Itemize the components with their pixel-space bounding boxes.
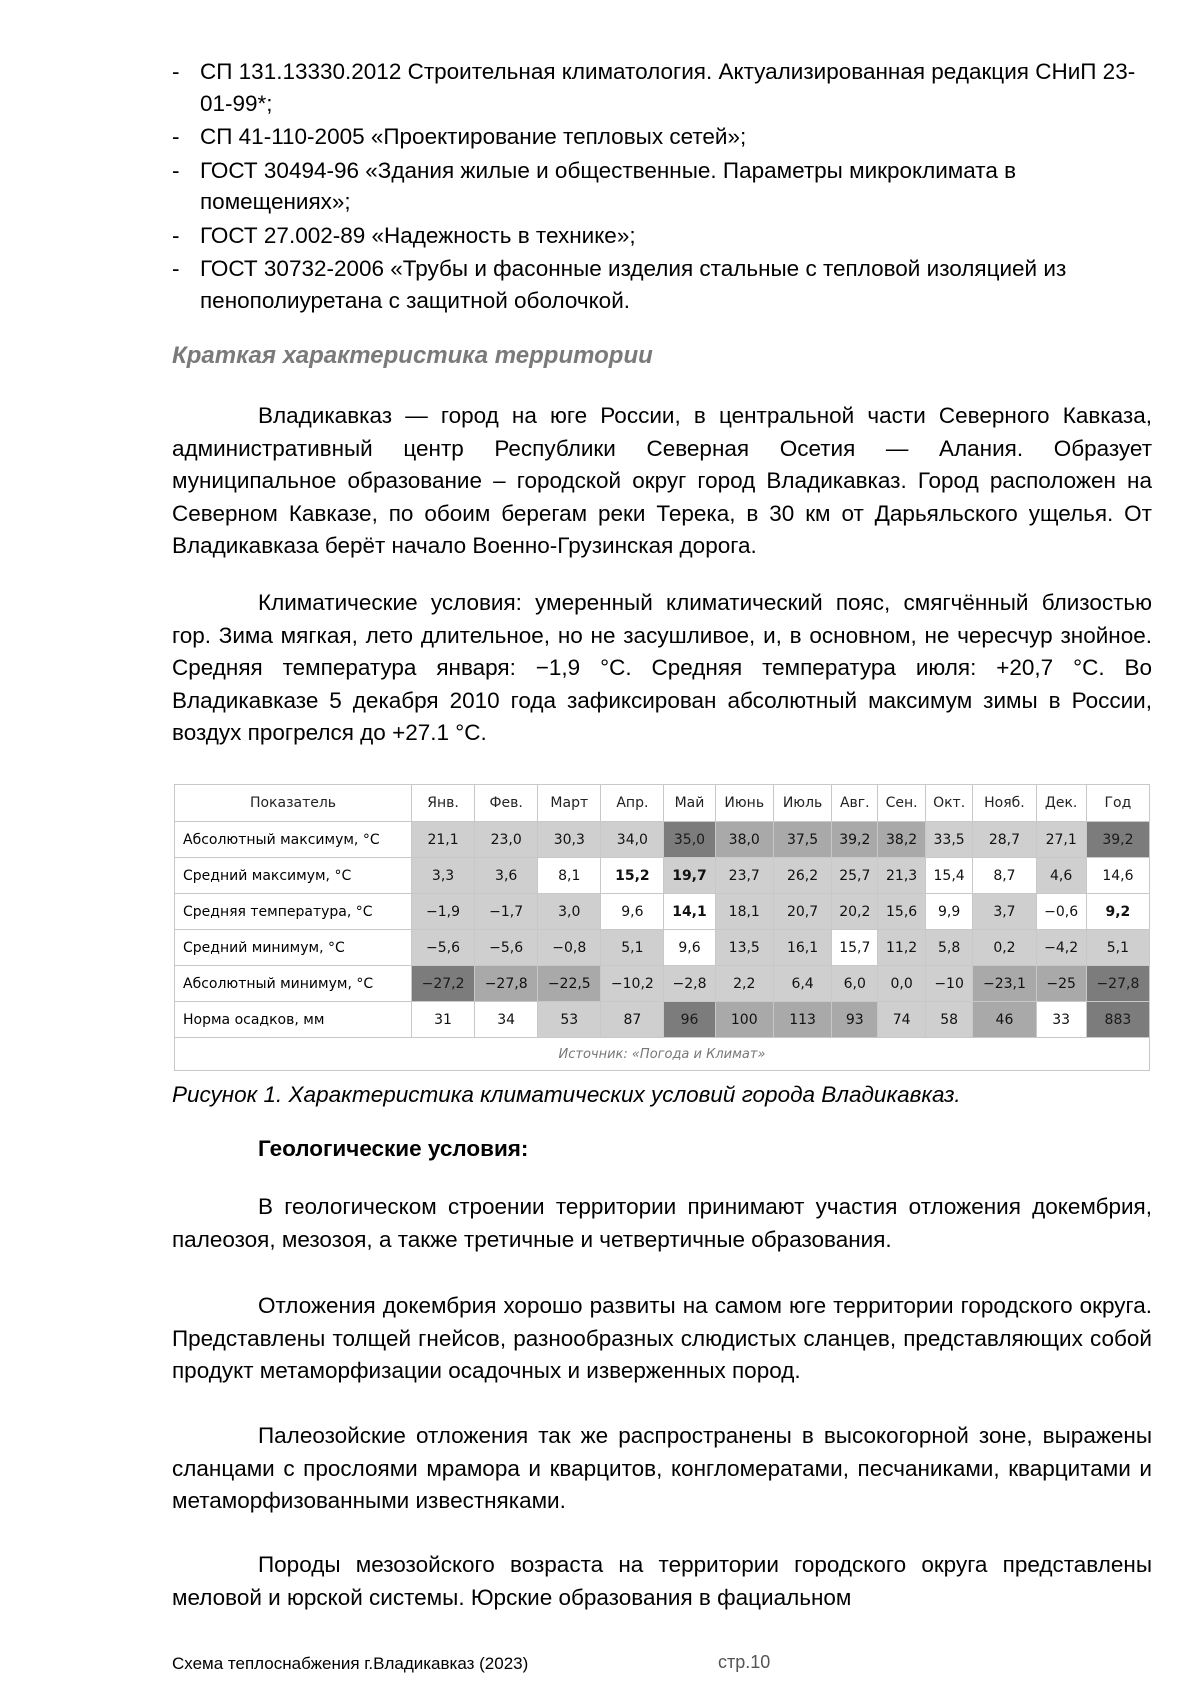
table-row	[175, 858, 1150, 894]
table-cell: −27,8	[475, 966, 538, 1002]
table-cell: −4,2	[1036, 930, 1086, 966]
table-cell: 26,2	[773, 858, 831, 894]
climate-table	[174, 784, 1150, 1071]
column-header: Окт.	[925, 785, 973, 822]
table-cell: −27,2	[412, 966, 475, 1002]
table-cell: 33,5	[925, 822, 973, 858]
row-label: Средняя температура, °С	[175, 894, 412, 930]
column-header: Год	[1086, 785, 1149, 822]
list-item: - ГОСТ 27.002-89 «Надежность в технике»;	[172, 222, 636, 248]
table-cell: 3,0	[538, 894, 601, 930]
footer-title: Схема теплоснабжения г.Владикавказ (2023)	[172, 1654, 529, 1673]
table-cell: 883	[1086, 1002, 1149, 1038]
table-cell: 15,4	[925, 858, 973, 894]
table-cell: 33	[1036, 1002, 1086, 1038]
paragraph-geology-3: Палеозойские отложения так же распространены в высокогорной зоне, выражены сланцами с прослоями мрамора и кварцитов, конгломератами, песчаниками, кварцитами и метаморфизованными известняками.	[172, 1423, 1152, 1513]
table-cell: 0,0	[878, 966, 925, 1002]
table-header-row	[175, 785, 1150, 822]
table-cell: 20,2	[832, 894, 878, 930]
list-item: - ГОСТ 30494-96 «Здания жилые и общественные. Параметры микроклимата в помещениях»;	[172, 157, 1017, 214]
section-heading: Краткая характеристика территории	[172, 342, 653, 369]
table-cell: 11,2	[878, 930, 925, 966]
table-row	[175, 822, 1150, 858]
table-cell: −10	[925, 966, 973, 1002]
column-header: Июль	[773, 785, 831, 822]
list-item: - СП 131.13330.2012 Строительная климатология. Актуализированная редакция СНиП 23-01-99*;	[172, 59, 1136, 116]
table-cell: 113	[773, 1002, 831, 1038]
column-header-indicator: Показатель	[175, 785, 412, 822]
table-cell: 15,6	[878, 894, 925, 930]
table-row	[175, 894, 1150, 930]
column-header: Май	[664, 785, 715, 822]
paragraph-city: Владикавказ — город на юге России, в центральной части Северного Кавказа, административный центр Республики Северная Осетия — Алания. Образует муниципальное образование – городской округ город Владикавказ. Город расположен на Северном Кавказе, по обоим берегам реки Терека, в 30 км от Дарьяльского ущелья. От Владикавказа берёт начало Военно-Грузинская дорога.	[172, 403, 1152, 558]
table-cell: −22,5	[538, 966, 601, 1002]
table-cell: 15,2	[601, 858, 664, 894]
table-cell: 14,1	[664, 894, 715, 930]
table-cell: 34	[475, 1002, 538, 1038]
paragraph-geology-4: Породы мезозойского возраста на территории городского округа представлены меловой и юрской системы. Юрские образования в фациальном	[172, 1552, 1152, 1610]
table-cell: −2,8	[664, 966, 715, 1002]
table-cell: −27,8	[1086, 966, 1149, 1002]
table-cell: 8,7	[973, 858, 1036, 894]
column-header: Дек.	[1036, 785, 1086, 822]
table-cell: 19,7	[664, 858, 715, 894]
table-cell: 3,7	[973, 894, 1036, 930]
table-cell: 34,0	[601, 822, 664, 858]
table-cell: 3,6	[475, 858, 538, 894]
table-cell: 35,0	[664, 822, 715, 858]
table-cell: 30,3	[538, 822, 601, 858]
table-cell: 5,1	[1086, 930, 1149, 966]
table-cell: −5,6	[475, 930, 538, 966]
table-row	[175, 1002, 1150, 1038]
table-cell: 5,1	[601, 930, 664, 966]
table-cell: 16,1	[773, 930, 831, 966]
table-cell: 20,7	[773, 894, 831, 930]
table-cell: 38,0	[715, 822, 773, 858]
list-item: - ГОСТ 30732-2006 «Трубы и фасонные изделия стальные с тепловой изоляцией из пенополиуретана с защитной оболочкой.	[172, 256, 1067, 313]
table-cell: 13,5	[715, 930, 773, 966]
table-cell: 18,1	[715, 894, 773, 930]
table-cell: 87	[601, 1002, 664, 1038]
table-cell: 74	[878, 1002, 925, 1038]
table-cell: −1,9	[412, 894, 475, 930]
table-cell: 38,2	[878, 822, 925, 858]
column-header: Июнь	[715, 785, 773, 822]
table-cell: 9,6	[601, 894, 664, 930]
table-cell: 6,4	[773, 966, 831, 1002]
table-source-row	[175, 1038, 1150, 1071]
table-cell: 4,6	[1036, 858, 1086, 894]
table-cell: 39,2	[832, 822, 878, 858]
source-link[interactable]: Источник: «Погода и Климат»	[175, 1038, 1150, 1071]
column-header: Фев.	[475, 785, 538, 822]
figure-caption: Рисунок 1. Характеристика климатических условий города Владикавказ.	[172, 1082, 961, 1107]
row-label: Средний максимум, °С	[175, 858, 412, 894]
table-cell: 58	[925, 1002, 973, 1038]
row-label: Абсолютный максимум, °С	[175, 822, 412, 858]
table-cell: −5,6	[412, 930, 475, 966]
table-cell: 8,1	[538, 858, 601, 894]
table-cell: 93	[832, 1002, 878, 1038]
geology-heading: Геологические условия:	[258, 1136, 529, 1161]
table-cell: 6,0	[832, 966, 878, 1002]
table-row	[175, 966, 1150, 1002]
table-cell: 5,8	[925, 930, 973, 966]
table-cell: −0,6	[1036, 894, 1086, 930]
table-cell: 31	[412, 1002, 475, 1038]
table-cell: 27,1	[1036, 822, 1086, 858]
table-cell: 15,7	[832, 930, 878, 966]
table-cell: −10,2	[601, 966, 664, 1002]
page-number: стр.10	[718, 1652, 771, 1672]
table-cell: 39,2	[1086, 822, 1149, 858]
table-cell: 14,6	[1086, 858, 1149, 894]
table-cell: −23,1	[973, 966, 1036, 1002]
table-cell: 46	[973, 1002, 1036, 1038]
column-header: Апр.	[601, 785, 664, 822]
column-header: Нояб.	[973, 785, 1036, 822]
paragraph-geology-1: В геологическом строении территории принимают участия отложения докембрия, палеозоя, мезозоя, а также третичные и четвертичные образования.	[172, 1194, 1152, 1252]
table-row	[175, 930, 1150, 966]
table-cell: 0,2	[973, 930, 1036, 966]
table-cell: 2,2	[715, 966, 773, 1002]
table-cell: 100	[715, 1002, 773, 1038]
column-header: Янв.	[412, 785, 475, 822]
table-cell: 37,5	[773, 822, 831, 858]
paragraph-geology-2: Отложения докембрия хорошо развиты на самом юге территории городского округа. Представлены толщей гнейсов, разнообразных слюдистых сланцев, представляющих собой продукт метаморфизации осадочных и изверженных пород.	[172, 1293, 1152, 1383]
list-item: - СП 41-110-2005 «Проектирование тепловых сетей»;	[172, 124, 747, 149]
table-cell: 23,0	[475, 822, 538, 858]
references-list	[172, 56, 1152, 318]
table-cell: 9,9	[925, 894, 973, 930]
table-cell: 9,2	[1086, 894, 1149, 930]
table-cell: 96	[664, 1002, 715, 1038]
table-cell: 9,6	[664, 930, 715, 966]
row-label: Норма осадков, мм	[175, 1002, 412, 1038]
paragraph-climate: Климатические условия: умеренный климатический пояс, смягчённый близостью гор. Зима мягкая, лето длительное, но не засушливое, и, в основном, не чересчур знойное. Средняя температура января: −1,9 °С. Средняя температура июля: +20,7 °С. Во Владикавказе 5 декабря 2010 года зафиксирован абсолютный максимум зимы в России, воздух прогрелся до +27.1 °С.	[172, 590, 1152, 745]
table-cell: 28,7	[973, 822, 1036, 858]
column-header: Март	[538, 785, 601, 822]
table-cell: −1,7	[475, 894, 538, 930]
column-header: Авг.	[832, 785, 878, 822]
table-cell: −25	[1036, 966, 1086, 1002]
table-cell: 3,3	[412, 858, 475, 894]
table-cell: 21,3	[878, 858, 925, 894]
row-label: Средний минимум, °С	[175, 930, 412, 966]
table-cell: 21,1	[412, 822, 475, 858]
table-cell: 23,7	[715, 858, 773, 894]
row-label: Абсолютный минимум, °С	[175, 966, 412, 1002]
table-cell: 53	[538, 1002, 601, 1038]
table-cell: −0,8	[538, 930, 601, 966]
column-header: Сен.	[878, 785, 925, 822]
table-cell: 25,7	[832, 858, 878, 894]
